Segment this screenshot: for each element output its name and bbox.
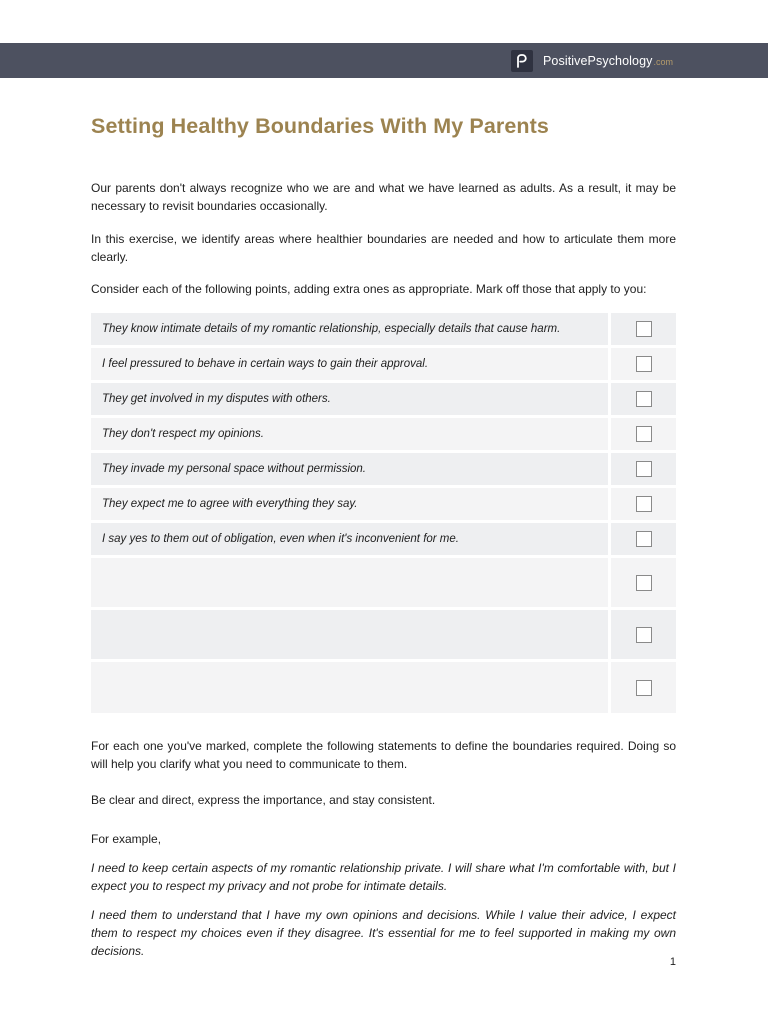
checklist-checkbox[interactable]: [636, 496, 652, 512]
checklist-item-text: I say yes to them out of obligation, even when it's inconvenient for me.: [91, 523, 608, 555]
checklist-row: [91, 313, 676, 345]
checklist-checkbox[interactable]: [636, 531, 652, 547]
checklist-item-text: They get involved in my disputes with others.: [91, 383, 608, 415]
checklist-item-text: They expect me to agree with everything they say.: [91, 488, 608, 520]
p-logo-icon: [511, 50, 533, 72]
checklist-checkbox[interactable]: [636, 680, 652, 696]
checklist-checkbox[interactable]: [636, 461, 652, 477]
header-bar: [0, 43, 768, 78]
checklist-row: [91, 523, 676, 555]
checklist-item-text-blank[interactable]: [91, 610, 608, 659]
checklist-item-text-blank[interactable]: [91, 558, 608, 607]
checklist-row: [91, 453, 676, 485]
brand-name: PositivePsychology: [542, 53, 653, 68]
checklist-item-text-blank[interactable]: [91, 662, 608, 713]
checklist-row: [91, 383, 676, 415]
checklist-checkbox[interactable]: [636, 356, 652, 372]
checklist-checkbox[interactable]: [636, 627, 652, 643]
checklist-row-blank: [91, 662, 676, 713]
guidance-paragraph: Be clear and direct, express the importance, and stay consistent.: [91, 793, 436, 807]
example-statement-1: I need to keep certain aspects of my romantic relationship private. I will share what I'm comfortable with, but I expect you to respect my privacy and not probe for intimate details.: [91, 861, 676, 893]
checklist-row: [91, 418, 676, 450]
checklist-row-blank: [91, 610, 676, 659]
example-heading: For example,: [91, 832, 162, 846]
checklist-row: [91, 348, 676, 380]
instruction-paragraph: For each one you've marked, complete the following statements to define the boundaries required. Doing so will help you clarify what you need to communicate to them.: [91, 739, 676, 771]
checklist-checkbox[interactable]: [636, 426, 652, 442]
checklist-item-text: They invade my personal space without permission.: [91, 453, 608, 485]
checklist-item-text: They don't respect my opinions.: [91, 418, 608, 450]
checklist-row-blank: [91, 558, 676, 607]
checklist-row: [91, 488, 676, 520]
example-statement-2: I need them to understand that I have my own opinions and decisions. While I value their advice, I expect them to respect my choices even if they disagree. It's essential for me to feel supported in making my own decisions.: [91, 908, 676, 958]
brand-logo[interactable]: [511, 50, 673, 71]
page-number: 1: [669, 956, 676, 968]
boundary-checklist: [91, 313, 676, 716]
brand-tld: .com: [653, 56, 673, 67]
intro-paragraph-2: In this exercise, we identify areas where healthier boundaries are needed and how to articulate them more clearly.: [91, 232, 676, 264]
page-title: Setting Healthy Boundaries With My Parents: [91, 114, 549, 138]
checklist-checkbox[interactable]: [636, 391, 652, 407]
intro-paragraph-1: Our parents don't always recognize who we are and what we have learned as adults. As a result, it may be necessary to revisit boundaries occasionally.: [91, 181, 676, 213]
intro-paragraph-3: Consider each of the following points, adding extra ones as appropriate. Mark off those that apply to you:: [91, 282, 647, 296]
checklist-checkbox[interactable]: [636, 321, 652, 337]
checklist-item-text: I feel pressured to behave in certain ways to gain their approval.: [91, 348, 608, 380]
checklist-checkbox[interactable]: [636, 575, 652, 591]
checklist-item-text: They know intimate details of my romantic relationship, especially details that cause harm.: [91, 313, 608, 345]
